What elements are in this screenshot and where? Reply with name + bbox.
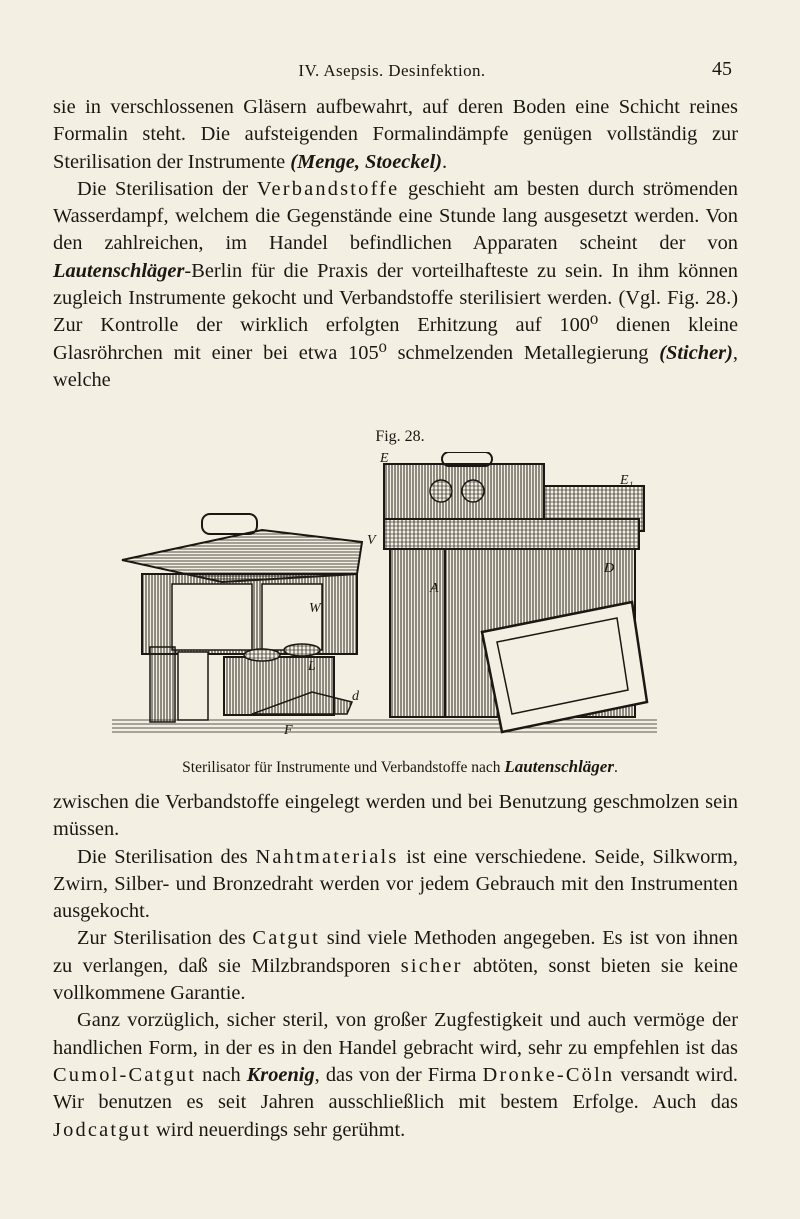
text-block-bottom [53,789,738,1144]
author-citation: Kroenig [246,1063,315,1086]
letter-a: A [430,581,439,596]
letter-e: E [380,452,389,466]
emphasis: Verbandstoffe [256,177,400,200]
page-number: 45 [712,58,732,80]
paragraph: Die Sterilisation der Verbandstoffe geschieht am besten durch strömenden Wasserdampf, welchem die Gegenstände eine Stunde lang ausgesetzt werden. Von den zahlreichen, im Handel befindlichen Apparaten scheint der von Lautenschläger-Berlin für die Praxis der vorteilhafteste zu sein. In ihm können zugleich Instrumente gekocht und Verbandstoffe sterilisiert werden. (Vgl. Fig. 28.) Zur Kontrolle der wirklich erfolgten Erhitzung auf 100⁰ dienen kleine Glasröhrchen mit einer bei etwa 105⁰ schmelzenden Metallegierung (Sticher), welche [53,177,738,391]
sterilizer-illustration [112,452,657,740]
paragraph: zwischen die Verbandstoffe eingelegt werden und bei Benutzung geschmolzen sein müssen. [53,791,738,841]
figure-caption: Sterilisator für Instrumente und Verbandstoffe nach Lautenschläger. [182,757,618,776]
emphasis: Jodcatgut [53,1118,151,1141]
floor-hatching [112,720,657,732]
paragraph: Ganz vorzüglich, sicher steril, von großer Zugfestigkeit und auch vermöge der handlichen Form, in der es in den Handel gebracht wird, sehr zu empfehlen ist das Cumol-Catgut nach Kroenig, das von der Firma Dronke-Cöln versandt wird. Wir benutzen es seit Jahren ausschließlich mit bestem Erfolge. Auch das Jodcatgut wird neuerdings sehr gerühmt. [53,1009,738,1141]
letter-v: V [367,533,376,548]
emphasis: sicher [400,954,463,977]
figure-label: Fig. 28. [375,428,425,445]
author-citation: (Sticher) [659,341,733,364]
letter-e1: E₁ [620,473,634,488]
chapter-heading: IV. Asepsis. Desinfektion. [298,61,486,80]
paragraph: sie in verschlossenen Gläsern aufbewahrt, auf deren Boden eine Schicht reines Formalin steht. Die aufsteigenden Formalindämpfe genügen vollständig zur Sterilisation der Instrumente (Menge, Stoeckel). [53,96,738,173]
dressing-sterilizer [384,452,647,732]
author-citation: (Menge, Stoeckel) [290,150,443,173]
author-citation: Lautenschläger [53,259,185,282]
letter-l: L [308,659,316,674]
letter-d-big: D [604,561,615,576]
letter-w: W [309,601,321,616]
paragraph: Die Sterilisation des Nahtmaterials ist eine verschiedene. Seide, Silkworm, Zwirn, Silber- und Bronzedraht werden vor jedem Gebrauch mit den Instrumenten ausgekocht. [53,845,739,923]
emphasis: Catgut [252,927,320,950]
emphasis: Cumol-Catgut [53,1063,197,1086]
letter-d-small: d [352,689,359,704]
paragraph: Zur Sterilisation des Catgut sind viele Methoden angegeben. Es ist von ihnen zu verlangen, daß sie Milzbrandsporen sicher abtöten, sonst bieten sie keine vollkommene Garantie. [53,927,738,1005]
text-block-top [53,94,738,394]
emphasis: Dronke-Cöln [482,1063,615,1086]
running-header [52,58,732,88]
emphasis: Nahtmaterials [255,845,399,868]
letter-f: F [284,723,293,738]
author-citation: Lautenschläger [504,757,614,776]
